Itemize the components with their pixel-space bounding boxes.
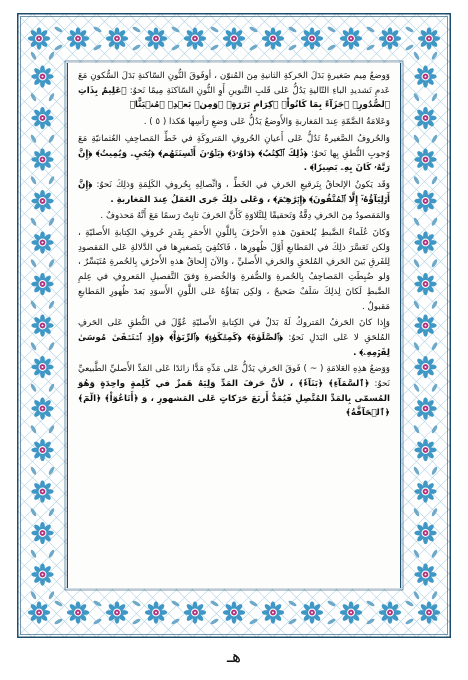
rosette-ornament-icon [31,190,53,212]
rosette-ornament-icon [414,522,436,544]
rosette-ornament-icon [106,601,128,623]
ornamental-border [17,13,451,638]
rosette-ornament-icon [31,107,53,129]
paragraph-2 [78,115,390,130]
quran-example: ﴿ٱلسَّمَآءِ﴾ ﴿بَنَآءٗ﴾ ، لأنَّ حَرفَ المَدِّ وَلِيَهُ هَمزٌ في كَلِمةٍ واحِدَةٍ وَهُوَ المُسمّى بِالمَدِّ المُتَّصِلِ فَيُمَدُّ أَربَعَ حَرَكاتٍ عَلى المَشهورِ ، وَ ﴿أَتَاعُوٓاْ﴾ ﴿الٓمٓ﴾ ﴿ٱلۡحَآقَّةُ﴾ [78,379,390,419]
rosette-ornament-icon [184,601,206,623]
rosette-ornament-icon [31,273,53,295]
rosette-ornament-icon [414,439,436,461]
paragraph-3 [78,132,390,176]
rosette-ornament-icon [31,563,53,585]
quran-example: ﴿إِنَّ أَوۡلِيَآؤُهُۥٓ إِلَّا ٱلۡمُتَّقُونَ﴾ ﴿إِبۡرَٰهِـۧمَ﴾ ، وَعَلى ذلِكَ جَرى العَمَلُ عِندَ المَغاربةِ . [78,179,390,205]
paragraph-text: وَقَد يَكونُ الإلحاقُ بِتَرقيعِ الحَرفِ في الخَطِّ ، وَاتِّصالِهِ بِحُروفِ الكَلِمَةِ وَذلِكَ نَحوُ: [96,179,391,190]
rosette-ornament-icon [31,356,53,378]
rosette-ornament-icon [418,27,440,49]
rosette-ornament-icon [340,601,362,623]
rosette-ornament-icon [31,522,53,544]
page-text [78,69,390,584]
rosette-ornament-icon [31,148,53,170]
rosette-ornament-icon [418,601,440,623]
paragraph-1 [78,69,390,113]
paragraph-4 [78,178,390,207]
rosette-ornament-icon [414,356,436,378]
rosette-ornament-icon [414,397,436,419]
rosette-ornament-icon [31,480,53,502]
paragraph-text: وَإِذا كانَ الحَرفُ المَتروكُ لَهُ بَدَلٌ في الكِتابةِ الأَصليّةِ عُوِّلَ في النُّطقِ عَلى الحَرفِ المُلحَقِ لا عَلى البَدَلِ نَحوُ: [78,318,391,343]
paragraph-7 [78,316,390,360]
rosette-ornament-icon [340,27,362,49]
rosette-ornament-icon [67,601,89,623]
rosette-ornament-icon [414,480,436,502]
rosette-ornament-icon [184,27,206,49]
quran-example: ﴿ٱلصَّلَوٰةَ﴾ ﴿كَمِشۡكَوٰةٖ﴾ ﴿ٱلرِّبَوٰاْ﴾ ﴿وَإِذِ ٱسۡتَسۡقَىٰ مُوسَىٰ لِقَوۡمِهِۦ﴾ . [78,332,390,358]
rosette-ornament-icon [31,439,53,461]
rosette-ornament-icon [67,27,89,49]
rosette-ornament-icon [262,27,284,49]
paragraph-text: وَالحُروفُ الصَّغيرةُ تَدُلُّ عَلى أَعيانِ الحُروفِ المَتروكَةِ في خَطِّ المَصاحِفِ العُثمانيّةِ مَعَ وُجوبِ النُّطقِ بِها نَحوُ: [78,133,390,159]
rosette-ornament-icon [301,601,323,623]
rosette-ornament-icon [31,231,53,253]
rosette-ornament-icon [414,190,436,212]
rosette-ornament-icon [414,563,436,585]
quran-example: ﴿ذَٰلِكَ ٱلۡكِتَٰبُ﴾ ﴿دَاوُۥدَ﴾ ﴿يَلۡوُۥنَ أَلۡسِنَتَهُم﴾ ﴿يُحۡيِۦ وَيُمِيتُ﴾ ﴿إِنَّ رَبَّهُۥ كَانَ بِهِۦ بَصِيرٗا﴾ . [78,148,390,174]
rosette-ornament-icon [379,601,401,623]
paragraph-text: وَالمَقصودُ مِنَ الحَرفِ دِقَّةُ وَتَحقيقًا لِلتَّلاوَةِ كَأَنَّ الحَرفَ ثابِتٌ رَسمًا مَعَ أَنَّهُ مَحذوفٌ . [100,211,390,222]
rosette-ornament-icon [414,314,436,336]
paragraph-text: وَعَلامَةُ الضَّمّةِ عِندَ المَغاربةِ وَالأَوضعُ يَدُلُّ عَلى وَضعِ رَأسِها هَكذا ( ٥ ) . [143,117,390,128]
rosette-ornament-icon [414,148,436,170]
rosette-ornament-icon [414,107,436,129]
paragraph-8 [78,362,390,421]
rosette-ornament-icon [31,314,53,336]
quran-example: ﴿عَلِيمٌ بِذَاتِ ٱلصُّدُورِ﴾ ﴿جَزَآءً بِمَا كَانُواْ﴾ ﴿كِرَامٍ بَرَرَةٍ﴾ ﴿وَمِنۢ بَعۡدِ﴾ ﴿مُنۢبَثًّا﴾ [78,85,390,111]
rosette-ornament-icon [28,601,50,623]
paragraph-text: وَوَضعُ هذِهِ العَلامَةِ ( ~ ) فَوقَ الحَرفِ يَدُلُّ عَلى مَدِّهِ مَدًّا زائدًا عَلى المَدِّ الأَصليِّ الطَّبيعيِّ نَحوُ: [78,364,390,390]
rosette-ornament-icon [28,27,50,49]
rosette-ornament-icon [414,273,436,295]
paragraph-6 [78,226,390,314]
rosette-ornament-icon [301,27,323,49]
text-panel [68,63,400,588]
paragraph-text: وَكانَ عُلَماءُ الضَّبطِ يُلحقونَ هذهِ الأَحرُفَ بِاللَّونِ الأَحمَرِ بِقَدرِ حُروفِ الكِتابةِ الأَصليّةِ ، وَلكن تَعَسَّرَ ذلِكَ في المَطابعِ أَوَّلَ ظُهورِها ، فَاكتُفِيَ بِتَصغيرِها في الدَّلالةِ عَلى المَقصودِ لِلفَرقِ بَينَ الحَرفِ المُلحَقِ وَالحَرفِ الأَصليِّ ، وَالآنَ إِلحاقُ هذهِ الأَحرُفِ بِالحُمرةِ مُتَيَسِّرٌ ، وَلو ضُبِطَتِ المَصاحِفُ بِالحُمرةِ وَالصُّفرةِ وَالخُضرةِ وَفقَ التَّفصيلِ المَعروفِ في عِلمِ الضَّبطِ لَكانَ لِذلِكَ سَلَفٌ صَحيحٌ ، وَلكِن بَقاؤُهُ عَلى اللَّونِ الأَسوَدِ بَعدَ ظُهورِ المَطابعِ مَقبولٌ . [78,228,390,312]
paragraph-text: وَوضعُ مِيم صَغيرةٍ بَدَلَ الحَركةِ الثانيةِ مِنَ المُنوّن ، أوفَوقَ النُّونِ السّاكنةِ بَدَلَ السُّكونِ مَعَ عَدمِ تَشديدِ الباءِ التّاليةِ يَدُلُّ عَلى قَلبِ التَّنوينِ أَوِ النُّونِ السّاكنَةِ مِيمًا نَحوُ: [78,71,390,96]
rosette-ornament-icon [145,601,167,623]
paragraph-5 [78,209,390,224]
rosette-ornament-icon [145,27,167,49]
rosette-ornament-icon [223,27,245,49]
rosette-ornament-icon [31,397,53,419]
rosette-ornament-icon [223,601,245,623]
rosette-ornament-icon [31,65,53,87]
rosette-ornament-icon [414,231,436,253]
rosette-ornament-icon [379,27,401,49]
rosette-ornament-icon [106,27,128,49]
rosette-ornament-icon [262,601,284,623]
page-number: هـ [227,647,241,667]
rosette-ornament-icon [414,65,436,87]
